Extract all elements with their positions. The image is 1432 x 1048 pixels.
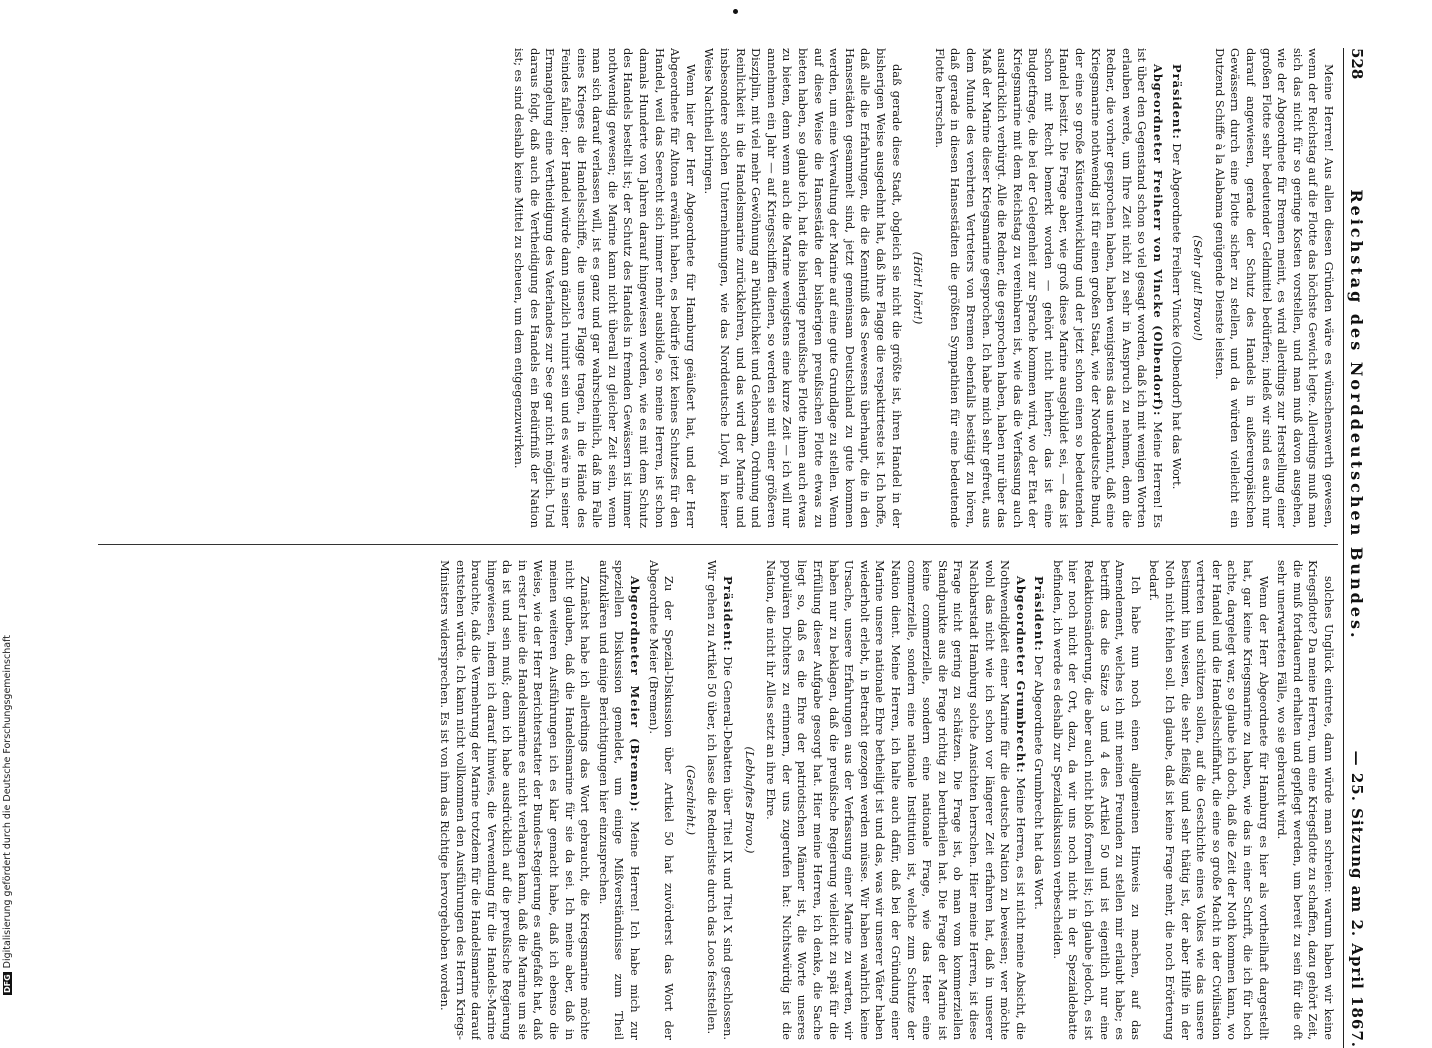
speech-text: Meine Herren, es ist nicht meine Absicht, die Nothwendigkeit einer Marine für die deutsche Nation zu beweisen; wer möchte wohl das nicht wie ich schon vor längerer Zeit erfahren hat, daß in unserer Nachbarstadt Hamburg solche Ansichten herrschen. Hier meine Herren, ist diese Frage nicht gering zu schätzen. Die Frage ist, ob man vom kommerziellen Standpunkte aus die Frage richtig zu beurtheilen hat. Die Frage der Marine ist keine commerzielle, sondern eine nationale Frage, wie das Heer eine commerzielle, sondern eine nationale Institution ist, welche zum Schutze der Nation dient. Meine Herren, ich halte auch dafür, daß bei der Gründung einer Marine unsere nationale Ehre betheiligt ist und das, was wir unserer Väter haben wiederholt erlebt, in Betracht gezogen werden müsse. Wir haben wahrlich keine Ursache, unsere Erfahrungen aus der Verfassung einer Marine zu warten, wir haben nur zu beklagen, daß die preußische Regierung vielleicht zu spät für die Erfüllung dieser Aufgabe gesorgt hat. Hier meine Herren, ich denke, die Sache liegt so, daß es die Ehre der patriotischen Männer ist, die Worte unseres populären Dichters zu erinnern, der uns zugerufen hat: Nichtswürdig ist die Nation, die nicht ihr Alles setzt an ihre Ehre. (764, 560, 1028, 1040)
speaker-name: Abgeordneter Grumbrecht: (1013, 576, 1028, 774)
speech-paragraph (1031, 560, 1047, 1040)
speaker-name: Abgeordneter Freiherr von Vincke (Olbendorf): (1151, 64, 1166, 417)
running-title: Reichstag des Norddeutschen Bundes. (1347, 189, 1367, 641)
paragraph-text: Zunächst habe ich allerdings das Wort gebraucht, die Kriegsmarine möchte nicht glauben, daß die Handelsmarine für sie da sei. Ich meine aber, daß in meinen weiteren Ausführungen ich es klar gemacht habe, daß ich ebenso die Weise, wie der Herr Berichterstatter der Bundes-Regierung es aufgefaßt hat, daß in erster Linie die Handelsmarine es nicht verlangen kann, daß die Marine um sie da ist und sein muß; denn ich habe ausdrücklich auf die preußische Regierung hingewiesen, indem ich darauf hinwies, die Verwendung für die Handels-Marine brauchte, daß die Vermehrung der Marine trotzdem für die Handelsmarine darauf entstehen würde. Ich kann nicht vollkommen den Ausführungen des Herrn Kriegs-Ministers widersprechen. Es ist von ihm das Richtige hervorgehoben worden. (437, 560, 593, 1040)
speaker-name: Präsident: (721, 576, 736, 652)
speech-text: Der Abgeordnete Freiherr Vincke (Olbendorf) hat das Wort. (1169, 139, 1184, 490)
column-divider (98, 544, 1338, 545)
paragraph-text: daß gerade diese Stadt, obgleich sie nicht die größte ist, ihren Handel in der bisherigen Weise ausgedehnt hat, daß ihre Flagge die respektirteste ist. Ich hoffe, daß alle die Erfahrungen, die die Kenntniß des Seewesens überhaupt, die in den Hansestädten gesammelt sind, jetzt gemeinsam Deutschland zu gute kommen werden, um eine Verwaltung der Marine auf eine gute Grundlage zu stellen. Wenn auf diese Weise die Hansestädte der bisherigen preußischen Flotte etwas zu bieten haben, so glaube ich, hat die bisherige preußische Flotte ihnen auch etwas zu bieten, denn wenn auch die Marine wenigstens eine kurze Zeit — ich will nur annehmen ein Jahr — auf Kriegsschiffen dienen, so werden sie mit einer größeren Disziplin, mit viel mehr Gewöhnung an Pünktlichkeit und Gehorsam, Ordnung und Reinlichkeit in die Handelsmarine zurückkehren, und das wird der Marine und insbesondere solchen Unternehmungen, wie das Norddeutsche Lloyd, in keiner Weise Nachtheil bringen. (702, 48, 904, 528)
speaker-name: Abgeordneter Meier (Bremen): (628, 576, 643, 813)
body-paragraph (511, 48, 698, 528)
body-paragraph (1274, 560, 1336, 1040)
interjection (910, 48, 926, 528)
speaker-name: Präsident: (1032, 576, 1047, 652)
speech-paragraph (931, 48, 1165, 528)
body-paragraph (645, 560, 676, 1040)
speech-text: Meine Herren! Ich habe mich zur speziellen Diskussion gemeldet, um einige Mißverständnisse zum Theil aufzuklären und einige Berichtigungen hier einzusprechen. (596, 560, 643, 1040)
interjection-text: (Sehr gut! Bravo!) (1191, 235, 1206, 341)
body-paragraph (701, 48, 904, 528)
speech-text: Die General-Debatten über Titel IX und Titel X sind geschlossen. Wir gehen zu Artikel 50 über, ich lasse die Rednerliste durch das Loos feststellen. (705, 560, 736, 1040)
interjection (682, 560, 698, 1040)
speech-paragraph (1168, 48, 1184, 528)
digitization-credit (2, 600, 16, 1000)
rotated-document-page (80, 48, 1370, 1048)
body-paragraph (1146, 560, 1271, 1040)
speech-text: Meine Herren! Es ist über den Gegenstand schon so viel gesagt worden, daß ich mit wenigen Worten erlauben werde, um Ihre Zeit nicht zu sehr in Anspruch zu nehmen, denn die Redner, die vorher gesprochen haben, haben wenigstens das unerkannt, daß eine Kriegsmarine nothwendig ist für einen großen Staat, wie der Norddeutsche Bund, der eine so große Küstenentwicklung und der jetzt schon einen so bedeutenden Handel besitzt. Die Frage aber, wie groß diese Marine ausgebildet sei, — das ist schon mit Recht bemerkt worden — gehört nicht hierher; das ist eine Budgetfrage, die bei der Gelegenheit zur Sprache kommen wird, wo der Etat der Kriegsmarine mit dem Reichstag zu vereinbaren ist, wie das die Verfassung auch ausdrücklich verbürgt. Alle die Redner, die gesprochen haben, haben nur über das Maß der Marine dieser Kriegsmarine gesprochen. Ich habe mich sehr gefreut, aus dem Munde des verehrten Vertreters von Bremen ebenfalls bestätigt zu hören, daß gerade in diesen Hansestädten die größten Sympathien für eine bedeutende Flotte herrschen. (932, 48, 1166, 528)
paragraph-text: Zu der Spezial-Diskussion über Artikel 50 hat zuvörderst das Wort der Abgeordnete Meier (Bremen). (646, 560, 677, 1040)
left-column (96, 48, 1336, 528)
dfg-logo: DFG (3, 974, 12, 993)
speech-paragraph (595, 560, 642, 1040)
paragraph-text: Ich habe nun noch einen allgemeinen Hinweis zu machen, auf das Amendement, welches ich mit meinen Freunden zu stellen mir erlaubt habe; es betrifft das die Sätze 3 und 4 des Artikel 50 und ist eigentlich nur eine Redaktionsänderung, die aber auch nicht bloß formell ist; ich glaube jedoch, es ist hier noch nicht der Ort, dazu, da wir uns noch nicht in der Spezialdebatte befinden, ich werde es deshalb zur Spezialdiskussion verbescheiden. (1050, 560, 1143, 1040)
paragraph-text: Wenn der Herr Abgeordnete für Hamburg es hier als vortheilhaft dargestellt hat, gar keine Kriegsmarine zu haben, wie das in einer Schrift, die ich für hoch achte, dargelegt war, so glaube ich doch, daß die Zeit der Noth kommen kann, wo der Handel und die Handelsschiffahrt, die eine so große Macht in der Civilisation vertreten und schützen sollen, auf die Geschichte eines Volkes wie das unsere bestimmt hin weisen, die sehr fleißig und sehr thätig ist, der aber Hilfe in der Noth nicht fehlen soll. Ich glaube, daß ist keine Frage mehr, die noch Erörterung bedarf. (1147, 560, 1271, 1040)
body-paragraph (1211, 48, 1336, 528)
interjection-text: (Hört! hört!) (911, 251, 926, 325)
page-header (1343, 48, 1370, 1048)
interjection-text: (Lebhaftes Bravo.) (742, 746, 757, 854)
session-date: — 25. Sitzung am 2. April 1867. (1348, 750, 1366, 1048)
speaker-name: Präsident: (1169, 64, 1184, 140)
credit-text: Digitalisierung gefördert durch die Deutsche Forschungsgemeinschaft (2, 635, 13, 969)
page-number: 528 (1348, 48, 1366, 80)
speech-paragraph (763, 560, 1028, 1040)
body-paragraph (436, 560, 592, 1040)
interjection-text: (Geschieht.) (683, 764, 698, 836)
speech-paragraph (704, 560, 735, 1040)
right-column (96, 560, 1336, 1040)
interjection (1190, 48, 1206, 528)
speech-text: Der Abgeordnete Grumbrecht hat das Wort. (1032, 651, 1047, 910)
interjection (741, 560, 757, 1040)
ink-speck (733, 9, 738, 14)
paragraph-text: Wenn hier der Herr Abgeordnete für Hamburg geäußert hat, und der Herr Abgeordnete für Altona erwähnt haben, es bedürfe jetzt keines Schutzes für den Handel, weil das Seerecht sich immer mehr ausbilde, so meine Herren, ist schon damals Hunderte von Jahren darauf hingewiesen worden, wie es mit dem Schutz des Handels bestellt ist; der Schutz des Handels in fremden Gewässern ist immer nothwendig gewesen; die Marine kann nicht überall zu gleicher Zeit sein, wenn man sich darauf verlassen will, ist es ganz und gar wahrscheinlich, daß im Falle eines Krieges die Handelsschiffe, die unsere Flagge tragen, in die Hände des Feindes fallen; der Handel würde dann gänzlich ruinirt sein und es wäre in seiner Ermangelung eine Vertheidigung des Vaterlandes zur See gar nicht möglich. Und daraus folgt, daß auch die Vertheidigung des Handels ein Bedürfniß der Nation ist; es sind deshalb keine Mittel zu scheuen, um dem entgegenzuwirken. (512, 48, 698, 528)
paragraph-text: solches Unglück eintrete, dann würde man schreien: warum haben wir keine Kriegsflotte? Da meine Herren, um eine Kriegsflotte zu schaffen, dazu gehört Zeit, die muß fortdauernd erhalten und gepflegt werden, um bereit zu sein für die oft sehr unerwarteten Fälle, wo sie gebraucht wird. (1275, 560, 1336, 1040)
paragraph-text: Meine Herren! Aus allen diesen Gründen wäre es wünschenswerth gewesen, wenn der Reichstag auf die Flotte das höchste Gewicht legte. Allerdings muß man sich das nicht für so geringe Kosten vorstellen, und man muß davon ausgehen, wie der Abgeordnete für Bremen meint, es wird allerdings zur Herstellung einer großen Flotte sehr bedeutender Geldmittel bedürfen; indeß wir sind es auch nur darauf angewiesen, gerade der Schutz des Handels in außereuropäischen Gewässern durch eine Flotte sicher zu stellen, und da würden vielleicht ein Dutzend Schiffe à la Alabama genügende Dienste leisten. (1212, 48, 1336, 528)
body-paragraph (1049, 560, 1143, 1040)
